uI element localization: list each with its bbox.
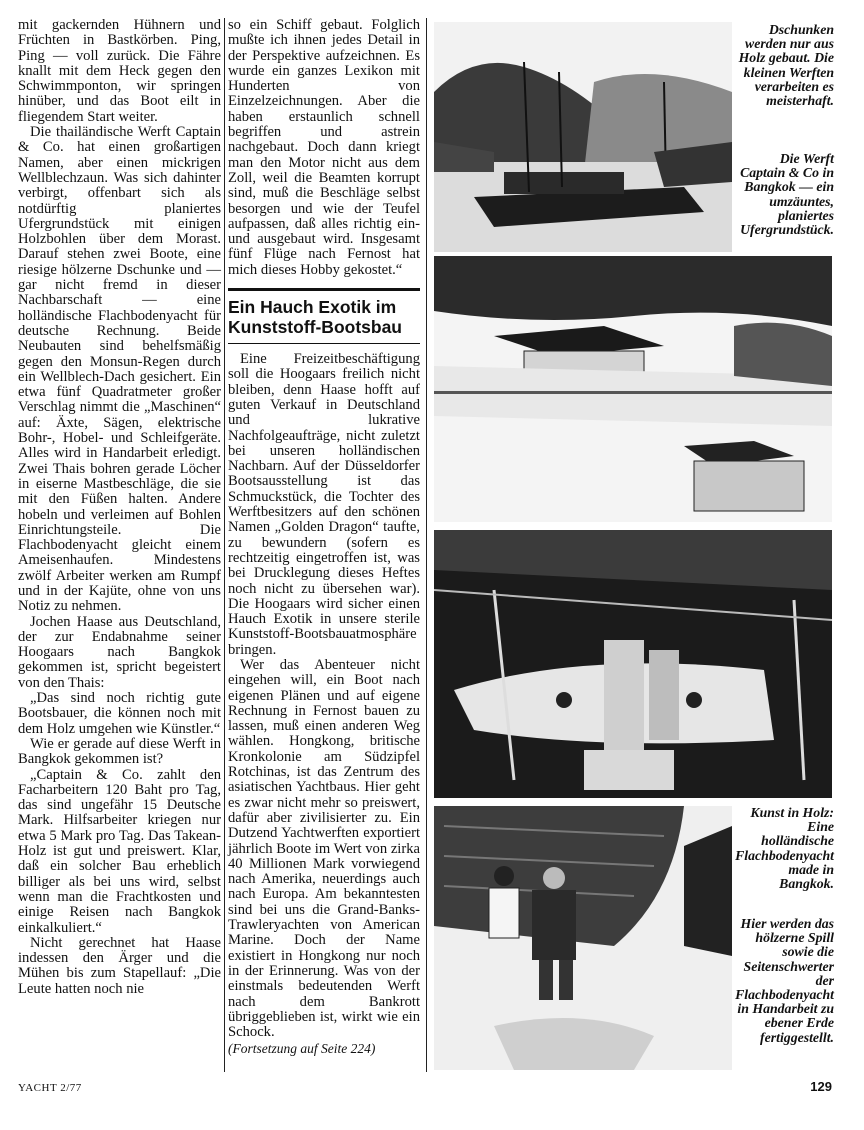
magazine-issue: YACHT 2/77 [18,1082,82,1094]
paragraph: Wie er gerade auf diese Werft in Bangkok gekommen ist? [18,735,221,768]
subheading-box [228,288,420,344]
subheading: Ein Hauch Exotik im Kunststoff-Bootsbau [228,297,403,338]
column-rule [224,18,225,1072]
caption-junks: Dschunken werden nur aus Holz gebaut. Die kleinen Werften verarbeiten es meisterhaft. [738,22,834,109]
paragraph: Wer das Abenteuer nicht eingehen will, ein Boot nach eigenen Plänen und auf eigene Rechnung in Fernost bauen zu lassen, muß einen anderen Weg wählen. Hongkong, britische Kronkolonie am Südzipfel Rotchinas, ist das Zentrum des asiatischen Yachtbaus. Hier geht es zwar nicht mehr so preiswert, dafür aber zivilisierter zu. Ein Dutzend Yachtwerften exportiert jährlich Boote im Wert von zirka 40 Millionen Mark vorwiegend nach Amerika, neuerdings auch nach Europa. Am bekanntesten sind bei uns die Grand-Banks-Trawleryachten von American Marine. Doch der Name existiert in Hongkong nur noch in der Erinnerung. Was von der einstmals bedeutenden Werft nach dem Bankrott übriggeblieben ist, wirkt wie ein Schock. [228,656,420,1041]
paragraph: Eine Freizeitbeschäftigung soll die Hoogaars freilich nicht bleiben, denn Haase hofft auf guten Verkauf in Deutschland und lukrative Nachfolgeaufträge, nicht zuletzt bei unseren holländischen Nachbarn. Auf der Düsseldorfer Bootsausstellung ist das Schmuckstück, die Tochter des Werftbesitzers auf den schönen Namen „Golden Dragon“ taufte, zu bewundern (sofern es rechtzeitig eingetroffen ist, was bei Drucklegung dieses Heftes noch nicht zu übersehen war). Die Hoogaars wird sicher einen Hauch Exotik in unsere sterile Kunststoff-Bootsbauatmosphäre bringen. [228,351,420,658]
column-rule [426,18,427,1072]
caption-hull: Kunst in Holz: Eine holländische Flachbodenyacht made in Bangkok. [735,805,834,892]
continuation-note: (Fortsetzung auf Seite 224) [228,1041,376,1057]
photo-shipyard [434,256,832,522]
article-column-1 [18,18,221,997]
photo-junks [434,22,732,252]
paragraph: so ein Schiff gebaut. Folglich mußte ich ihnen jedes Detail in der Perspektive aufzeichnen. Es wurde ein ganzes Lexikon mit Hunderten von Einzelzeichnungen. Aber die haben erstaunlich schnell begriffen und astrein nachgebaut. Doch dann kriegt man den Motor nicht aus dem Zoll, weil die Beamten korrupt sind, muß die Beschläge selbst besorgen und wie der Teufel aufpassen, daß alles richtig ein- und ausgebaut wird. Insgesamt fünf Flüge nach Fernost hat mich dieses Hobby gekostet.“ [228,17,420,278]
paragraph: Jochen Haase aus Deutschland, der zur Endabnahme seiner Hoogaars nach Bangkok gekommen ist, spricht begeistert von den Thais: [18,613,221,691]
paragraph: mit gackernden Hühnern und Früchten in Bastkörben. Ping, Ping — voll zurück. Die Fähre knallt mit dem Heck gegen den Schwimmponton, wir springen hinüber, und das Boot eilt in fliegendem Start weiter. [18,17,221,125]
photo-workers [434,806,732,1070]
caption-workers: Hier werden das hölzerne Spill sowie die Seitenschwerter der Flachbodenyacht in Handarbeit zu ebener Erde fertiggestellt. [735,916,834,1045]
paragraph: Nicht gerechnet hat Haase indessen den Ärger und die Mühen bis zum Stapellauf: „Die Leute hatten noch nie [18,934,221,997]
page-number: 129 [810,1079,832,1094]
paragraph: Die thailändische Werft Captain & Co. hat einen großartigen Namen, aber einen mickrigen Wellblechzaun. Was sich dahinter verbirgt, offenbart sich als notdürftig planiertes Ufergrundstück mit einigen Holzbohlen über dem Morast. Darauf stehen zwei Boote, eine riesige hölzerne Dschunke und — gar nicht fremd in dieser Nachbarschaft — eine holländische Flachbodenyacht für deutsche Rechnung. Beide Neubauten sind behelfsmäßig gegen den Monsun-Regen durch ein Wellblech-Dach gesichert. Ein etwa fünf Quadratmeter großer Verschlag nimmt die „Maschinen“ auf: Äxte, Sägen, elektrische Bohr-, Hobel- und Schleifgeräte. Alles wird in Handarbeit erledigt. Zwei Thais bohren gerade Löcher in eiserne Mastbeschläge, die sie mit den Füßen halten. Andere hobeln und verleimen auf Bohlen Einrichtungsteile. Die Flachbodenyacht gleicht einem Ameisenhaufen. Mindestens zwölf Arbeiter werken am Rumpf und in der Kajüte, ohne von uns Notiz zu nehmen. [18,124,221,615]
photo-hull-construction [434,530,832,798]
quote: „Das sind noch richtig gute Bootsbauer, die können noch mit dem Holz umgehen wie Künstler.“ [18,690,221,737]
article-column-2 [228,18,420,1057]
caption-shipyard: Die Werft Captain & Co in Bangkok — ein umzäuntes, planiertes Ufergrundstück. [740,151,834,238]
quote: „Captain & Co. zahlt den Facharbeitern 120 Baht pro Tag, das sind ungefähr 15 Deutsche Mark. Hilfsarbeiter kriegen nur etwa 5 Mark pro Tag. Das Takean-Holz ist gut und preiswert. Klar, daß ein solcher Bau erheblich billiger als bei uns wird, selbst wenn man die Frachtkosten und einige Reisen nach Bangkok einkalkuliert.“ [18,766,221,936]
